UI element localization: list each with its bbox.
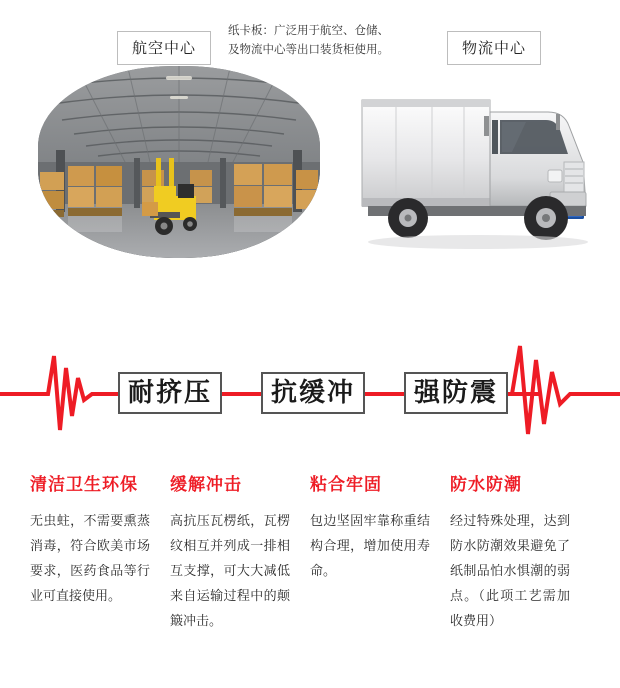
- truck-illustration: [350, 66, 600, 262]
- label-aviation-center: 航空中心: [117, 31, 211, 65]
- label-logistics-center: 物流中心: [447, 31, 541, 65]
- paper-pallet-note: 纸卡板：广泛用于航空、仓储、及物流中心等出口装货柜使用。: [228, 25, 389, 56]
- warehouse-illustration: [38, 66, 320, 258]
- feature-column-1: [30, 470, 170, 633]
- headline-item-2: 抗缓冲: [261, 372, 365, 415]
- features-row: [0, 470, 620, 633]
- aviation-warehouse-photo: [38, 66, 320, 258]
- top-photo-section: [0, 0, 620, 280]
- feature-title-2: 缓解冲击: [170, 475, 242, 494]
- feature-column-3: [310, 470, 450, 633]
- feature-title-4: 防水防潮: [450, 475, 522, 494]
- headline-wave-section: [0, 338, 620, 448]
- feature-title-1: 清洁卫生环保: [30, 475, 138, 494]
- headline-item-1: 耐挤压: [118, 372, 222, 415]
- feature-body-4: 经过特殊处理，达到防水防潮效果避免了纸制品怕水惧潮的弱点。（此项工艺需加收费用）: [450, 513, 570, 628]
- feature-body-1: 无虫蛀，不需要熏蒸消毒，符合欧美市场要求，医药食品等行业可直接使用。: [30, 513, 150, 603]
- headline-item-3: 强防震: [404, 372, 508, 415]
- logistics-truck-photo: [350, 66, 600, 262]
- feature-body-3: 包边坚固牢靠称重结构合理，增加使用寿命。: [310, 513, 430, 578]
- headline-row: [118, 350, 508, 436]
- feature-column-2: [170, 470, 310, 633]
- feature-body-2: 高抗压瓦楞纸，瓦楞纹相互并列成一排相互支撑，可大大减低来自运输过程中的颠簸冲击。: [170, 513, 290, 628]
- feature-column-4: [450, 470, 590, 633]
- feature-title-3: 粘合牢固: [310, 475, 382, 494]
